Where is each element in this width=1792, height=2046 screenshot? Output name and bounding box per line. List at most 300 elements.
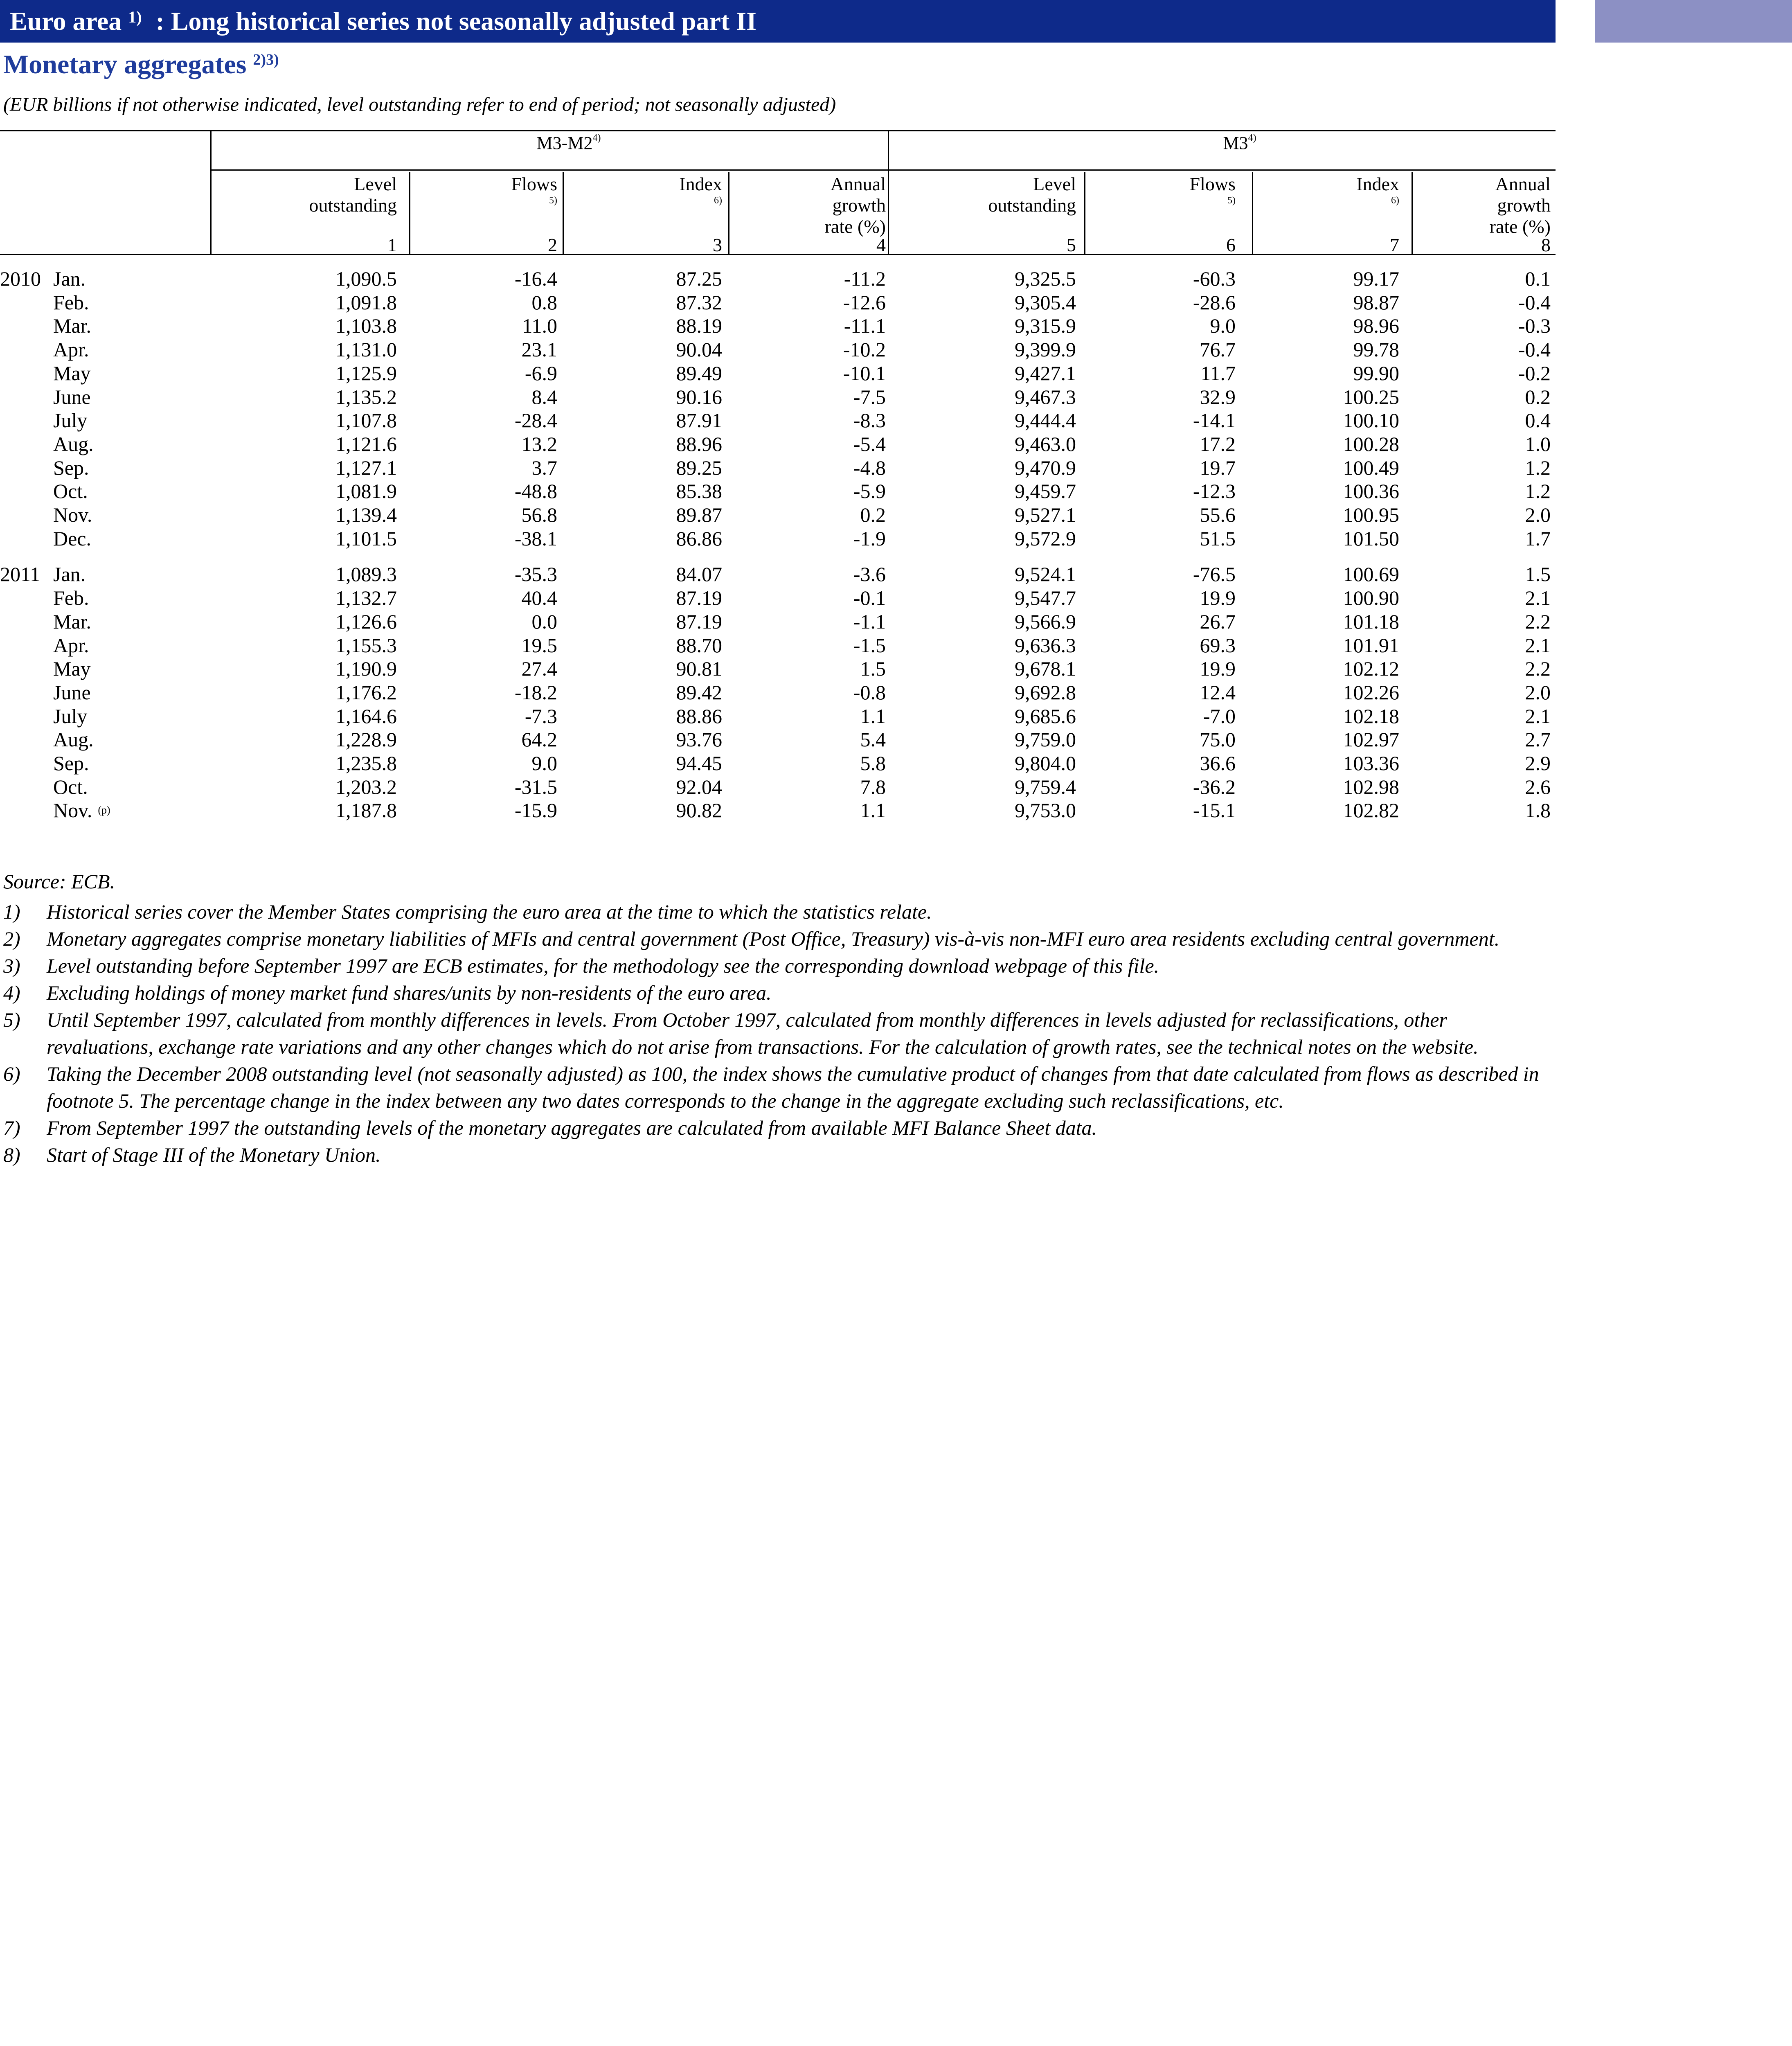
table-cell: 92.04 <box>676 775 722 798</box>
table-cell: 9,325.5 <box>1015 267 1076 290</box>
table-row <box>0 291 1556 314</box>
table-cell: 101.50 <box>1343 527 1399 550</box>
table-cell: 9.0 <box>1210 314 1236 338</box>
table-cell: 102.82 <box>1343 799 1399 822</box>
table-cell: -48.8 <box>514 480 557 503</box>
table-cell: 93.76 <box>676 728 722 751</box>
table-cell: -31.5 <box>514 775 557 798</box>
table-cell: 100.10 <box>1343 409 1399 432</box>
table-cell: -0.2 <box>1518 361 1551 385</box>
table-cell: 99.90 <box>1353 361 1399 385</box>
column-header <box>1387 174 1551 237</box>
header-divider-mid <box>888 130 889 254</box>
table-cell: 9,463.0 <box>1015 432 1076 455</box>
units-note: (EUR billions if not otherwise indicated, level outstanding refer to end of period; not seasonally adjusted) <box>3 94 836 115</box>
column-header-line: outstanding <box>988 195 1076 216</box>
row-label <box>0 314 91 338</box>
table-cell: 90.82 <box>676 799 722 822</box>
table-cell: 9,753.0 <box>1015 799 1076 822</box>
table-cell: 0.2 <box>1525 385 1551 408</box>
table-row <box>0 408 1556 432</box>
table-cell: -0.1 <box>853 586 886 610</box>
row-label <box>0 798 110 822</box>
table-cell: 9,759.4 <box>1015 775 1076 798</box>
table-cell: 88.86 <box>676 704 722 728</box>
row-month: Sep. <box>53 456 89 479</box>
table-row <box>0 680 1556 704</box>
table-cell: 100.28 <box>1343 432 1399 455</box>
footnote-number: 7) <box>3 1116 20 1139</box>
table-cell: -0.4 <box>1518 338 1551 361</box>
column-header-line: growth <box>832 195 886 216</box>
subtitle-footnote-ref: 2)3) <box>253 51 279 68</box>
table-row <box>0 562 1556 586</box>
table-cell: -1.1 <box>853 610 886 633</box>
table-cell: 87.25 <box>676 267 722 290</box>
table-row <box>0 456 1556 480</box>
column-header-line: Annual <box>830 174 886 194</box>
column-footnote-ref: 5) <box>549 195 557 206</box>
table-cell: 2.9 <box>1525 752 1551 775</box>
table-cell: 1,228.9 <box>335 728 397 751</box>
table-cell: -18.2 <box>514 680 557 704</box>
row-month: June <box>53 680 91 704</box>
group-footnote-ref: 4) <box>1248 133 1256 143</box>
table-cell: 1,101.5 <box>335 527 397 550</box>
table-cell: -38.1 <box>514 527 557 550</box>
table-row <box>0 267 1556 291</box>
column-header <box>912 174 1076 216</box>
table-row <box>0 361 1556 385</box>
table-cell: 1,107.8 <box>335 409 397 432</box>
footnote-text: Monetary aggregates comprise monetary liabilities of MFIs and central government (Post Office, Treasury) vis-à-vis non-MFI euro area residents excluding central government. <box>47 927 1500 950</box>
table-cell: 1,081.9 <box>335 480 397 503</box>
row-month: Sep. <box>53 752 89 775</box>
footnote <box>3 1114 1550 1141</box>
table-cell: 32.9 <box>1200 385 1236 408</box>
row-label <box>0 562 86 586</box>
table-cell: -12.6 <box>843 291 886 314</box>
title-rest: : Long historical series not seasonally adjusted part II <box>155 7 757 36</box>
table-cell: 19.5 <box>521 633 557 657</box>
table-cell: -11.2 <box>844 267 886 290</box>
table-cell: 1,127.1 <box>335 456 397 479</box>
column-number: 8 <box>1541 234 1551 255</box>
table-cell: 23.1 <box>521 338 557 361</box>
table-cell: -15.9 <box>514 799 557 822</box>
footnote-text: From September 1997 the outstanding levels of the monetary aggregates are calculated from available MFI Balance Sheet data. <box>47 1116 1097 1139</box>
table-cell: 87.32 <box>676 291 722 314</box>
row-month: Mar. <box>53 610 92 633</box>
table-cell: 100.69 <box>1343 563 1399 586</box>
footnote <box>3 952 1550 979</box>
group-footnote-ref: 4) <box>592 133 601 143</box>
table-cell: 2.1 <box>1525 586 1551 610</box>
group-header-m3 <box>1137 133 1342 153</box>
table-cell: 69.3 <box>1200 633 1236 657</box>
column-header-line: outstanding <box>309 195 397 216</box>
table-cell: -60.3 <box>1193 267 1236 290</box>
page-title-bar <box>0 0 1556 43</box>
table-cell: 36.6 <box>1200 752 1236 775</box>
row-label <box>0 385 91 409</box>
table-cell: 102.26 <box>1343 680 1399 704</box>
column-number: 7 <box>1390 234 1399 255</box>
title-main: Euro area <box>10 7 122 36</box>
row-label <box>0 633 89 657</box>
table-row <box>0 728 1556 751</box>
table-cell: 51.5 <box>1200 527 1236 550</box>
column-header-line: rate (%) <box>1489 216 1551 237</box>
table-cell: 90.04 <box>676 338 722 361</box>
table-top-rule <box>0 130 1556 131</box>
column-header <box>1072 174 1236 206</box>
column-header-line: rate (%) <box>824 216 886 237</box>
table-cell: 100.49 <box>1343 456 1399 479</box>
table-row <box>0 432 1556 456</box>
row-label <box>0 338 89 361</box>
table-cell: 7.8 <box>860 775 886 798</box>
row-month: Dec. <box>53 527 91 550</box>
table-cell: -5.9 <box>853 480 886 503</box>
footnote-text: Start of Stage III of the Monetary Union. <box>47 1143 381 1166</box>
table-cell: -11.1 <box>844 314 886 338</box>
table-cell: 1,121.6 <box>335 432 397 455</box>
table-cell: -35.3 <box>514 563 557 586</box>
row-label <box>0 503 92 527</box>
row-month: Apr. <box>53 338 89 361</box>
table-row <box>0 798 1556 822</box>
row-month: Oct. <box>53 775 88 798</box>
table-cell: 88.70 <box>676 633 722 657</box>
table-cell: -5.4 <box>853 432 886 455</box>
table-row <box>0 385 1556 409</box>
row-label <box>0 291 89 314</box>
table-cell: 1,139.4 <box>335 503 397 526</box>
table-cell: 101.91 <box>1343 633 1399 657</box>
table-cell: 87.19 <box>676 586 722 610</box>
table-cell: 64.2 <box>521 728 557 751</box>
table-cell: -28.4 <box>514 409 557 432</box>
table-cell: 1,176.2 <box>335 680 397 704</box>
table-cell: 5.4 <box>860 728 886 751</box>
table-cell: 17.2 <box>1200 432 1236 455</box>
table-cell: 0.4 <box>1525 409 1551 432</box>
footnote <box>3 1006 1550 1060</box>
table-cell: -7.0 <box>1203 704 1236 728</box>
row-label <box>0 657 91 680</box>
row-label <box>0 479 88 503</box>
footnote <box>3 979 1550 1006</box>
table-cell: 89.42 <box>676 680 722 704</box>
footnote <box>3 1141 1550 1168</box>
table-cell: 1.0 <box>1525 432 1551 455</box>
row-month: Apr. <box>53 633 89 657</box>
row-label <box>0 704 87 728</box>
table-cell: 1.5 <box>1525 563 1551 586</box>
table-cell: 9,427.1 <box>1015 361 1076 385</box>
table-cell: 1.2 <box>1525 456 1551 479</box>
table-cell: 8.4 <box>531 385 557 408</box>
footnote-number: 2) <box>3 927 20 950</box>
table-row <box>0 314 1556 338</box>
group-label: M3 <box>1223 133 1248 153</box>
row-year: 2011 <box>0 563 41 586</box>
table-cell: 56.8 <box>521 503 557 526</box>
table-cell: 13.2 <box>521 432 557 455</box>
table-cell: -0.3 <box>1518 314 1551 338</box>
row-label <box>0 361 91 385</box>
table-cell: 86.86 <box>676 527 722 550</box>
footnote-number: 6) <box>3 1062 20 1085</box>
table-cell: -10.1 <box>843 361 886 385</box>
table-cell: -4.8 <box>853 456 886 479</box>
row-month: June <box>53 385 91 408</box>
table-cell: 11.7 <box>1200 361 1236 385</box>
table-row <box>0 610 1556 633</box>
table-cell: 98.96 <box>1353 314 1399 338</box>
table-cell: 9,305.4 <box>1015 291 1076 314</box>
section-tab <box>1595 0 1792 43</box>
table-cell: 1,155.3 <box>335 633 397 657</box>
footnotes <box>3 898 1550 1168</box>
table-row <box>0 586 1556 610</box>
table-cell: 1,103.8 <box>335 314 397 338</box>
table-cell: 100.25 <box>1343 385 1399 408</box>
table-cell: 1,190.9 <box>335 657 397 680</box>
table-cell: -0.8 <box>853 680 886 704</box>
row-month: May <box>53 657 91 680</box>
table-cell: 9,692.8 <box>1015 680 1076 704</box>
table-cell: 19.9 <box>1200 586 1236 610</box>
table-cell: -10.2 <box>843 338 886 361</box>
table-cell: 2.1 <box>1525 704 1551 728</box>
table-cell: 102.12 <box>1343 657 1399 680</box>
table-cell: 88.19 <box>676 314 722 338</box>
table-cell: 1,089.3 <box>335 563 397 586</box>
row-label <box>0 527 91 550</box>
column-number: 2 <box>548 234 557 255</box>
table-cell: 19.9 <box>1200 657 1236 680</box>
table-cell: 1.5 <box>860 657 886 680</box>
footnote <box>3 1060 1550 1114</box>
column-number: 3 <box>713 234 722 255</box>
row-label <box>0 680 91 704</box>
table-cell: 75.0 <box>1200 728 1236 751</box>
table-cell: 102.98 <box>1343 775 1399 798</box>
table-cell: 1,203.2 <box>335 775 397 798</box>
table-cell: 3.7 <box>531 456 557 479</box>
table-row <box>0 479 1556 503</box>
table-cell: 19.7 <box>1200 456 1236 479</box>
table-cell: -8.3 <box>853 409 886 432</box>
table-cell: 9,572.9 <box>1015 527 1076 550</box>
table-cell: 102.97 <box>1343 728 1399 751</box>
table-cell: 9,566.9 <box>1015 610 1076 633</box>
column-footnote-ref: 5) <box>1227 195 1236 206</box>
row-month: Aug. <box>53 432 94 455</box>
table-cell: -1.9 <box>853 527 886 550</box>
table-cell: 1,235.8 <box>335 752 397 775</box>
row-label <box>0 456 89 480</box>
table-cell: -12.3 <box>1193 480 1236 503</box>
header-bottom-rule <box>0 254 1556 255</box>
column-header <box>558 174 722 206</box>
column-number: 6 <box>1226 234 1236 255</box>
table-cell: 89.25 <box>676 456 722 479</box>
table-cell: 0.2 <box>860 503 886 526</box>
table-row <box>0 338 1556 361</box>
table-cell: 98.87 <box>1353 291 1399 314</box>
footnote-text: Historical series cover the Member States comprising the euro area at the time to which the statistics relate. <box>47 900 932 923</box>
table-cell: 9,547.7 <box>1015 586 1076 610</box>
column-header-line: Level <box>354 174 397 194</box>
column-number: 5 <box>1067 234 1076 255</box>
table-cell: 87.19 <box>676 610 722 633</box>
table-cell: -36.2 <box>1193 775 1236 798</box>
table-cell: 9,804.0 <box>1015 752 1076 775</box>
column-header-line: Flows <box>1189 174 1236 194</box>
row-month: Mar. <box>53 314 92 338</box>
table-cell: -0.4 <box>1518 291 1551 314</box>
table-cell: -76.5 <box>1193 563 1236 586</box>
table-cell: 1,091.8 <box>335 291 397 314</box>
provisional-flag: (p) <box>98 804 110 816</box>
row-month: Feb. <box>53 291 89 314</box>
table-cell: 11.0 <box>522 314 557 338</box>
table-cell: -28.6 <box>1193 291 1236 314</box>
table-cell: 27.4 <box>521 657 557 680</box>
group-header-m3-m2 <box>466 133 671 153</box>
table-cell: 55.6 <box>1200 503 1236 526</box>
table-cell: 2.0 <box>1525 503 1551 526</box>
footnote-text: Until September 1997, calculated from monthly differences in levels. From October 1997, calculated from monthly differences in levels adjusted for reclassifications, other revaluations, exchange rate variations and any other changes which do not arise from transactions. For the calculation of growth rates, see the technical notes on the website. <box>47 1008 1479 1058</box>
table-cell: 1.7 <box>1525 527 1551 550</box>
footnote-text: Taking the December 2008 outstanding level (not seasonally adjusted) as 100, the index shows the cumulative product of changes from that date calculated from flows as described in footnote 5. The percentage change in the index between any two dates corresponds to the change in the aggregate excluding such reclassifications, etc. <box>47 1062 1539 1112</box>
table-cell: 2.2 <box>1525 610 1551 633</box>
table-cell: 9,759.0 <box>1015 728 1076 751</box>
table-cell: 85.38 <box>676 480 722 503</box>
table-cell: 40.4 <box>521 586 557 610</box>
row-label <box>0 432 94 456</box>
table-cell: -16.4 <box>514 267 557 290</box>
table-cell: 99.78 <box>1353 338 1399 361</box>
row-label <box>0 728 94 751</box>
row-label <box>0 610 91 633</box>
row-month: May <box>53 361 91 385</box>
row-month: Jan. <box>53 267 86 290</box>
title-footnote-ref: 1) <box>128 8 142 26</box>
table-cell: 1.2 <box>1525 480 1551 503</box>
table-cell: 1,131.0 <box>335 338 397 361</box>
table-row <box>0 657 1556 680</box>
table-cell: 12.4 <box>1200 680 1236 704</box>
table-cell: 9,399.9 <box>1015 338 1076 361</box>
table-cell: 1,135.2 <box>335 385 397 408</box>
table-cell: 9,527.1 <box>1015 503 1076 526</box>
footnote-text: Level outstanding before September 1997 are ECB estimates, for the methodology see the corresponding download webpage of this file. <box>47 954 1159 977</box>
row-label <box>0 586 89 610</box>
footnote-number: 1) <box>3 900 20 923</box>
table-cell: 1,187.8 <box>335 799 397 822</box>
row-month: Oct. <box>53 480 88 503</box>
table-row <box>0 633 1556 657</box>
column-header <box>722 174 886 237</box>
table-cell: -1.5 <box>853 633 886 657</box>
column-number: 4 <box>876 234 886 255</box>
table-cell: 87.91 <box>676 409 722 432</box>
table-cell: 100.95 <box>1343 503 1399 526</box>
subtitle-text: Monetary aggregates <box>3 50 247 79</box>
table-cell: 2.0 <box>1525 680 1551 704</box>
row-label <box>0 408 87 432</box>
table-cell: 9,678.1 <box>1015 657 1076 680</box>
table-cell: 9,444.4 <box>1015 409 1076 432</box>
table-cell: 9,315.9 <box>1015 314 1076 338</box>
table-cell: 0.8 <box>531 291 557 314</box>
group-rule <box>210 169 1556 171</box>
column-footnote-ref: 6) <box>1391 195 1399 206</box>
table-cell: 5.8 <box>860 752 886 775</box>
column-header <box>394 174 557 206</box>
header-divider-left <box>210 130 212 254</box>
column-header-line: Annual <box>1495 174 1551 194</box>
table-cell: 2.7 <box>1525 728 1551 751</box>
table-cell: 1,125.9 <box>335 361 397 385</box>
table-cell: 1,132.7 <box>335 586 397 610</box>
row-month: Jan. <box>53 563 86 586</box>
table-cell: 2.1 <box>1525 633 1551 657</box>
table-cell: -15.1 <box>1193 799 1236 822</box>
table-cell: 9,470.9 <box>1015 456 1076 479</box>
column-number: 1 <box>387 234 397 255</box>
table-cell: 9,636.3 <box>1015 633 1076 657</box>
table-cell: -14.1 <box>1193 409 1236 432</box>
footnote-number: 8) <box>3 1143 20 1166</box>
footnote-number: 5) <box>3 1008 20 1031</box>
table-cell: 9,459.7 <box>1015 480 1076 503</box>
table-cell: 1,126.6 <box>335 610 397 633</box>
table-cell: 9,467.3 <box>1015 385 1076 408</box>
table-cell: -7.5 <box>853 385 886 408</box>
table-cell: 100.90 <box>1343 586 1399 610</box>
table-cell: 88.96 <box>676 432 722 455</box>
table-cell: 1.1 <box>860 799 886 822</box>
column-header-line: Index <box>1356 174 1399 194</box>
table-cell: 1,164.6 <box>335 704 397 728</box>
column-header <box>233 174 397 216</box>
table-row <box>0 775 1556 799</box>
table-cell: 1.1 <box>860 704 886 728</box>
table-cell: 101.18 <box>1343 610 1399 633</box>
footnote <box>3 925 1550 952</box>
row-month: Nov. <box>53 799 92 822</box>
row-month: Feb. <box>53 586 89 610</box>
table-row <box>0 751 1556 775</box>
table-cell: -7.3 <box>525 704 557 728</box>
table-cell: 76.7 <box>1200 338 1236 361</box>
footnote <box>3 898 1550 925</box>
table-cell: 94.45 <box>676 752 722 775</box>
table-cell: 103.36 <box>1343 752 1399 775</box>
table-cell: 0.1 <box>1525 267 1551 290</box>
table-cell: -6.9 <box>525 361 557 385</box>
column-header-line: growth <box>1497 195 1551 216</box>
table-cell: 0.0 <box>531 610 557 633</box>
source-note: Source: ECB. <box>3 870 115 893</box>
table-cell: 89.49 <box>676 361 722 385</box>
table-cell: 9,685.6 <box>1015 704 1076 728</box>
